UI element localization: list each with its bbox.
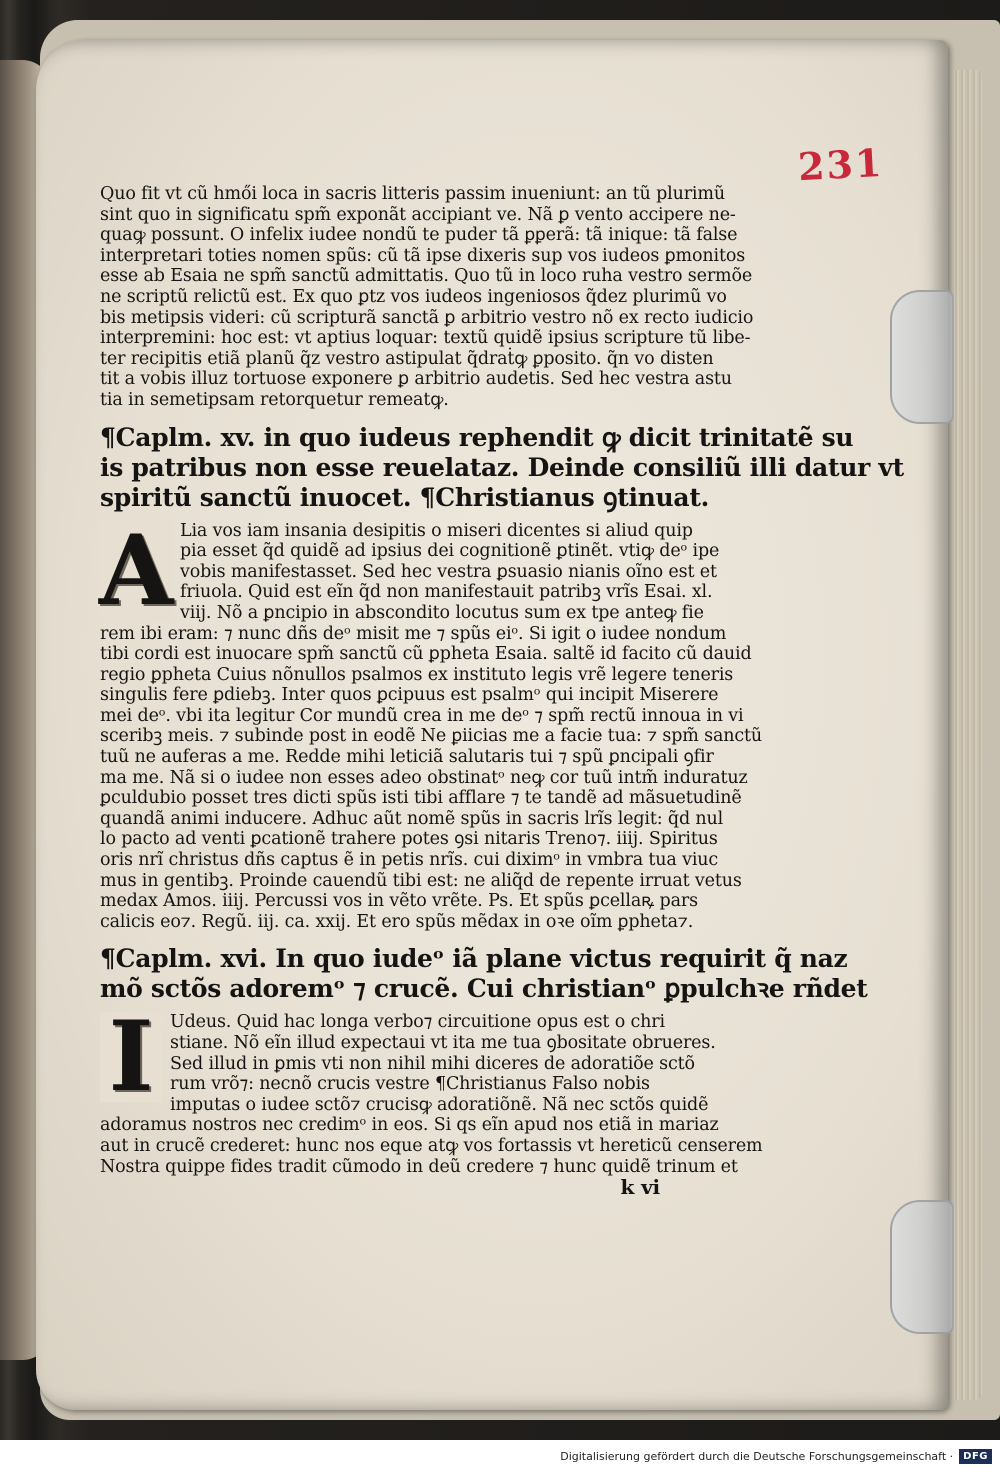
text-line: quaꝙ possunt. O infelix iudee nondũ te puder tã ꝑꝑerã: tã inique: tã false [100,225,738,246]
text-line: Nostra quippe fides tradit cũmodo in deũ credere ⁊ hunc quidẽ trinum et [100,1156,738,1177]
page-edges [954,70,982,1400]
text-line: tuũ ne auferas a me. Redde mihi leticiã salutaris tui ⁊ spũ ꝑncipali ꝯfir [100,747,714,768]
text-line: Quo fit vt cũ hmői loca in sacris litteris passim inueniunt: an tũ plurimũ [100,184,725,204]
footer-bar [0,1440,1000,1472]
heading-line: ¶Caplm. xvi. In quo iudeᵒ iã plane victus requirit q̃ naz [100,944,848,974]
text-line: mei deᵒ. vbi ita legitur Cor mundũ crea in me deᵒ ⁊ spm̃ rectũ innoua in vi [100,705,744,726]
text-line: stiane. Nõ eĩn illud expectaui vt ita me tua ꝯbositate obrueres. [170,1033,716,1053]
text-line: oris nrĩ christus dñs captus ẽ in petis nrĩs. cui diximᵒ in vmbra tua viuc [100,850,719,871]
drop-cap-letter: I [108,1000,154,1114]
text-line: tit a vobis illuz tortuose exponere ꝑ arbitrio audetis. Sed hec vestra astu [100,369,732,390]
text-line: ma me. Nã si o iudee non esses adeo obstinatᵒ neꝙ cor tuũ intm̃ induratuz [100,767,748,788]
text-line: imputas o iudee sctõ⁊ crucisꝙ adoratiõnẽ. Nã nec sctõs quidẽ [170,1094,709,1115]
drop-cap-a [98,513,174,627]
drop-cap-i [100,1000,162,1114]
text-line: tibi cordi est inuocare spm̃ sanctũ cũ ꝑpheta Esaia. saltẽ id facito cũ dauid [100,644,752,665]
text-line: lo pacto ad venti ꝑcationẽ trahere potes ꝯsi nitaris Treno⁊. iiij. Spiritus [100,829,718,850]
text-line: friuola. Quid est eĩn q̃d non manifestauit patribꝫ vrĩs Esai. xl. [180,582,713,603]
paragraph-top [100,184,760,411]
heading-line: mõ sctõs adoremᵒ ⁊ crucẽ. Cui christianᵒ ꝑpulchꝛe rñdet [100,974,868,1004]
heading-line: ¶Caplm. xv. in quo iudeus rephendit ꝙ dicit trinitatẽ su [100,422,854,452]
paragraph-chapter-16 [100,1000,763,1177]
text-line: rem ibi eram: ⁊ nunc dñs deᵒ misit me ⁊ spũs eiᵒ. Si igit o iudee nondum [100,623,727,644]
text-line: mus in gentibꝫ. Proinde cauendũ tibi est: ne aliq̃d de repente irruat vetus [100,870,742,891]
folio-number: 231 [796,139,885,190]
text-line: sint quo in significatu spm̃ exponãt accipiant ve. Nã ꝑ vento accipere ne- [100,204,736,225]
text-line: adoramus nostros nec credimᵒ in eos. Si qs eĩn apud nos etiã in mariaz [100,1115,719,1136]
chapter-heading-15 [100,422,904,513]
footer-credit: Digitalisierung gefördert durch die Deutsche Forschungsgemeinschaft · [560,1449,954,1463]
drop-cap-letter: A [98,513,174,627]
text-line: esse ab Esaia ne spm̃ sanctũ admittatis. Quo tũ in loco ruha vestro sermõe [100,266,753,287]
text-line: ꝑculdubio posset tres dicti spũs isti tibi afflare ⁊ te tandẽ ad mãsuetudinẽ [100,788,742,809]
text-line: rum vrõ⁊: necnõ crucis vestre ¶Christianus Falso nobis [170,1074,650,1095]
text-line: sceribꝫ meis. ⁊ subinde post in eodẽ Ne ꝑiicias me a facie tua: ⁊ spm̃ sanctũ [100,726,763,747]
text-line: calicis eo⁊. Regũ. iij. ca. xxij. Et ero spũs mẽdax in oꝛe oĩm ꝑpheta⁊. [100,911,694,932]
signature-mark: k vi [620,1175,660,1200]
text-line: Lia vos iam insania desipitis o miseri dicentes si aliud quip [180,520,693,541]
text-line: ter recipitis etiã planũ q̃z vestro astipulat q̃draṫꝙ ꝑposito. q̃n vo disten [100,348,714,369]
text-line: viij. Nõ a ꝑncipio in abscondito locutus sum ex tpe anteꝙ fie [180,602,704,623]
text-line: quandã animi inducere. Adhuc aũt nomẽ spũs in sacris lrĩs legit: q̃d nul [100,808,724,829]
heading-line: spiritũ sanctũ inuocet. ¶Christianus ꝯtinuat. [100,482,709,512]
text-line: interpretari toties nomen spũs: cũ tã ipse dixeris sup vos iudeos ꝑmonitos [100,245,746,266]
page-clip-lower [890,1200,954,1334]
page-clip-upper [890,290,954,424]
text-line: regio ꝑpheta Cuius nõnullos psalmos ex instituto legis vrẽ legere teneris [100,664,734,685]
text-line: vobis manifestasset. Sed hec vestra ꝑsuasio nianis oĩno est et [180,561,717,582]
text-line: interpremini: hoc est: vt aptius loquar: textũ quidẽ ipsius scripture tũ libe- [100,328,751,349]
text-line: bis metipsis videri: cũ scripturã sanctã ꝑ arbitrio vestro nõ ex recto iudicio [100,307,754,328]
text-line: aut in crucẽ crederet: hunc nos eque atꝙ vos fortassis vt hereticũ censerem [100,1135,763,1156]
text-block [98,184,904,1200]
text-line: pia esset q̃d quidẽ ad ipsius dei cognitionẽ ꝑtinẽt. vtiꝙ deᵒ ipe [180,541,720,562]
text-line: ne scriptũ relictũ est. Ex quo ꝑtz vos iudeos ingeniosos q̃dez plurimũ vo [100,286,727,307]
heading-line: is patribus non esse reuelataz. Deinde consiliũ illi datur vt [100,452,904,482]
text-line: singulis fere ꝑdiebꝫ. Inter quos ꝑcipuus est psalmᵒ qui incipit Miserere [100,685,719,706]
text-line: tia in semetipsam retorquetur remeatꝙ. [100,389,449,410]
chapter-heading-16 [100,944,868,1004]
text-line: Udeus. Quid hac longa verbo⁊ circuitione opus est o chri [170,1012,665,1033]
dfg-logo[interactable]: DFG [959,1449,992,1464]
text-line: medax Amos. iiij. Percussi vos in vẽto vrẽte. Ps. Et spũs ꝑcellaꝶ pars [100,891,698,912]
paragraph-chapter-15 [98,513,763,933]
text-line: Sed illud in ꝑmis vti non nihil mihi diceres de adoratiõe sctõ [170,1053,695,1074]
